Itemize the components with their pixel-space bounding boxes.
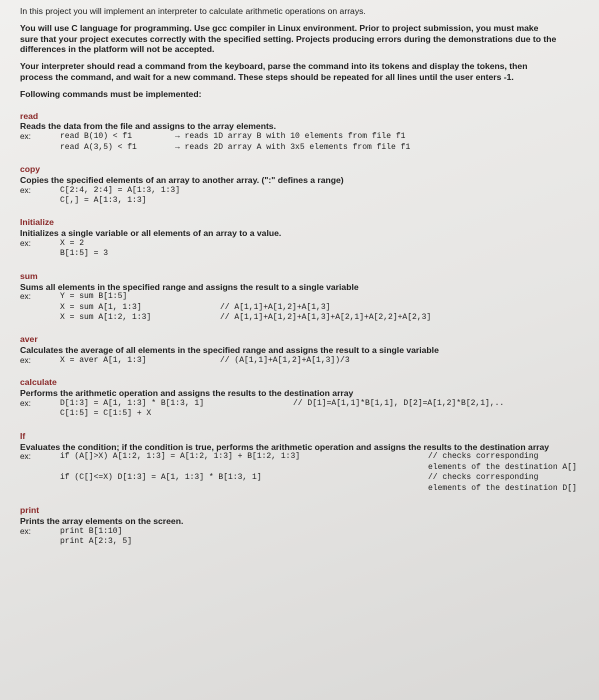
ex-label: ex: <box>20 399 31 409</box>
copy-code-1: C[2:4, 2:4] = A[1:3, 1:3] <box>60 185 181 195</box>
sum-example-3 <box>20 313 585 323</box>
if-example-2-cont <box>20 484 585 494</box>
following-commands: Following commands must be implemented: <box>20 88 202 99</box>
if-comment-1a: // checks corresponding <box>428 452 539 462</box>
if-comment-2a: // checks corresponding <box>428 473 539 483</box>
if-example-1-cont <box>20 463 585 473</box>
intro-para-3b: process the command, and wait for a new command. These steps should be repeated for all lines until the user enters -1. <box>20 71 514 82</box>
read-code-2: read A(3,5) < f1 <box>60 142 137 152</box>
read-example-1 <box>20 132 585 142</box>
ex-label: ex: <box>20 452 31 462</box>
copy-desc: Copies the specified elements of an array to another array. (":" defines a range) <box>20 174 344 185</box>
print-example-1 <box>20 527 585 537</box>
sum-desc: Sums all elements in the specified range and assigns the result to a single variable <box>20 281 359 292</box>
if-comment-2b: elements of the destination D[] <box>428 483 577 493</box>
read-example-2 <box>20 143 585 153</box>
calculate-code-1: D[1:3] = A[1, 1:3] * B[1:3, 1] <box>60 399 205 409</box>
read-code-1: read B(10) < f1 <box>60 132 133 142</box>
aver-desc: Calculates the average of all elements in the specified range and assigns the result to a single variable <box>20 345 439 356</box>
sum-code-2: X = sum A[1, 1:3] <box>60 302 142 312</box>
aver-example-1 <box>20 356 585 366</box>
calculate-comment-1: // D[1]=A[1,1]*B[1,1], D[2]=A[1,2]*B[2,1],.. <box>293 399 505 409</box>
if-example-2 <box>20 473 585 483</box>
ex-label: ex: <box>20 292 31 302</box>
calculate-title: calculate <box>20 377 57 388</box>
print-example-2 <box>20 537 585 547</box>
aver-title: aver <box>20 334 38 345</box>
if-code-2: if (C[]<=X) D[1:3] = A[1, 1:3] * B[1:3, 1] <box>60 473 262 483</box>
read-title: read <box>20 110 39 121</box>
aver-code-1: X = aver A[1, 1:3] <box>60 356 147 366</box>
if-title: If <box>20 430 26 441</box>
sum-title: sum <box>20 270 38 281</box>
if-example-1 <box>20 452 585 462</box>
initialize-example-1 <box>20 239 585 249</box>
print-title: print <box>20 504 40 515</box>
sum-comment-2: // A[1,1]+A[1,2]+A[1,3] <box>220 302 331 312</box>
ex-label: ex: <box>20 526 31 536</box>
aver-comment-1: // (A[1,1]+A[1,2]+A[1,3])/3 <box>220 356 350 366</box>
sum-comment-3: // A[1,1]+A[1,2]+A[1,3]+A[2,1]+A[2,2]+A[2,3] <box>220 313 432 323</box>
initialize-code-2: B[1:5] = 3 <box>60 249 109 259</box>
calculate-example-2 <box>20 409 585 419</box>
copy-title: copy <box>20 163 41 174</box>
print-desc: Prints the array elements on the screen. <box>20 515 184 526</box>
intro-line: In this project you will implement an interpreter to calculate arithmetic operations on arrays. <box>20 6 366 16</box>
if-desc: Evaluates the condition; if the condition is true, performs the arithmetic operation and assigns the results to the destination array <box>20 441 550 452</box>
calculate-example-1 <box>20 399 585 409</box>
copy-example-1 <box>20 186 585 196</box>
initialize-desc: Initializes a single variable or all elements of an array to a value. <box>20 228 282 239</box>
read-arrow-1: → reads 1D array B with 10 elements from file f1 <box>175 132 406 142</box>
sum-example-1 <box>20 292 585 302</box>
copy-example-2 <box>20 196 585 206</box>
ex-label: ex: <box>20 356 31 366</box>
print-code-2: print A[2:3, 5] <box>60 536 133 546</box>
sum-example-2 <box>20 303 585 313</box>
if-code-1: if (A[]>X) A[1:2, 1:3] = A[1:2, 1:3] + B[1:2, 1:3] <box>60 452 301 462</box>
sum-code-1: Y = sum B[1:5] <box>60 292 128 302</box>
if-comment-1b: elements of the destination A[] <box>428 462 577 472</box>
print-code-1: print B[1:10] <box>60 526 123 536</box>
calculate-code-2: C[1:5] = C[1:5] + X <box>60 409 152 419</box>
read-desc: Reads the data from the file and assigns to the array elements. <box>20 121 276 132</box>
intro-para-2a: You will use C language for programming. Use gcc compiler in Linux environment. Prior to project submission, you must make <box>20 22 539 33</box>
ex-label: ex: <box>20 132 31 142</box>
initialize-example-2 <box>20 249 585 259</box>
initialize-title: Initialize <box>20 217 54 228</box>
calculate-desc: Performs the arithmetic operation and assigns the results to the destination array <box>20 388 354 399</box>
sum-code-3: X = sum A[1:2, 1:3] <box>60 313 152 323</box>
ex-label: ex: <box>20 238 31 248</box>
initialize-code-1: X = 2 <box>60 238 85 248</box>
intro-para-3a: Your interpreter should read a command from the keyboard, parse the command into its tokens and display the tokens, then <box>20 61 528 72</box>
ex-label: ex: <box>20 185 31 195</box>
document-page <box>20 6 585 547</box>
intro-para-2c: differences in the platform will not be accepted. <box>20 44 215 55</box>
copy-code-2: C[,] = A[1:3, 1:3] <box>60 195 147 205</box>
intro-para-2b: sure that your project executes correctly with the specified setting. Projects producing errors during the demonstrations due to the <box>20 33 557 44</box>
read-arrow-2: → reads 2D array A with 3x5 elements from file f1 <box>175 142 411 152</box>
